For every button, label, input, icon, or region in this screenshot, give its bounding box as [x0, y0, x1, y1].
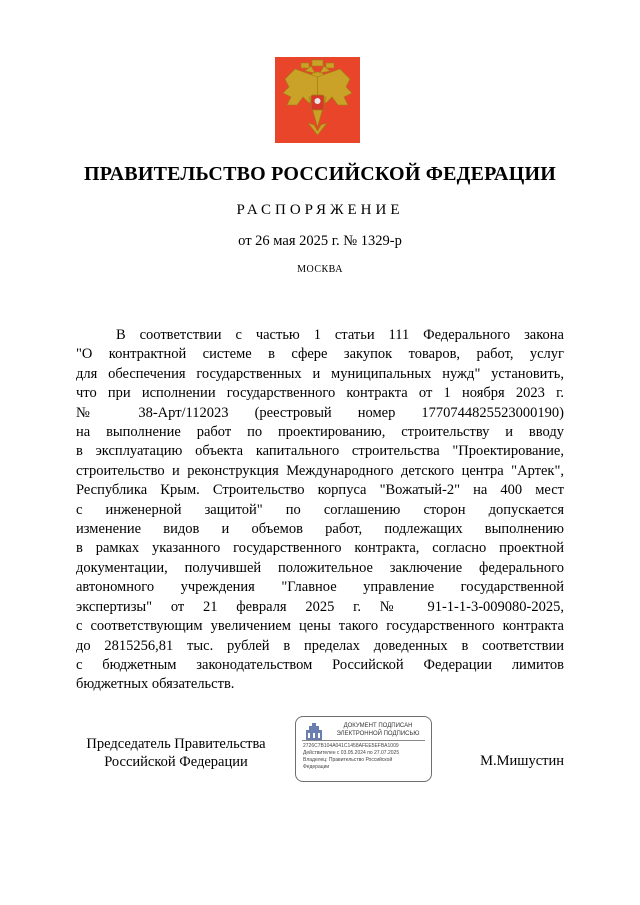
stamp-header-line: ДОКУМЕНТ ПОДПИСАН — [343, 723, 413, 729]
body-line: до 2815256,81 тыс. рублей в пределах доведенных в соответствии — [76, 637, 564, 654]
body-line: в эксплуатацию объекта капитального строительства "Проектирование, — [76, 443, 564, 460]
body-line: бюджетных обязательств. — [76, 676, 235, 693]
body-line: "О контрактной системе в сфере закупок товаров, работ, услуг — [76, 346, 564, 363]
position-line: Председатель Правительства — [86, 736, 266, 752]
stamp-header-line: ЭЛЕКТРОННОЙ ПОДПИСЬЮ — [336, 731, 420, 737]
document-date-number: от 26 мая 2025 г. № 1329-р — [238, 233, 402, 249]
coat-of-arms-icon — [275, 57, 360, 143]
body-line: для обеспечения государственных и муниципальных нужд" установить, — [76, 365, 564, 382]
body-line: В соответствии с частью 1 статьи 111 Федерального закона — [116, 327, 564, 343]
stamp-header — [326, 722, 430, 738]
body-line: экспертизы" от 21 февраля 2025 г. № 91-1-1-3-009080-2025, — [76, 598, 564, 615]
order-body — [76, 326, 564, 695]
certificate-owner: Владелец: Правительство Российской — [303, 757, 393, 763]
coat-of-arms-small-icon — [304, 722, 324, 742]
issuer-title: ПРАВИТЕЛЬСТВО РОССИЙСКОЙ ФЕДЕРАЦИИ — [84, 163, 556, 185]
city-label: МОСКВА — [297, 264, 343, 275]
document-type: РАСПОРЯЖЕНИЕ — [236, 202, 404, 218]
body-line: с соответствующим увеличением цены такого государственного контракта — [76, 618, 564, 635]
body-line: строительство и реконструкция Международного детского центра "Артек", — [76, 462, 564, 479]
body-line: изменение видов и объемов работ, подлежащих выполнению — [76, 521, 564, 538]
certificate-validity: Действителен с 03.05.2024 по 27.07.2025 — [303, 750, 400, 756]
body-line: Республика Крым. Строительство корпуса "Вожатый-2" на 400 мест — [76, 482, 564, 499]
stamp-details — [303, 743, 428, 771]
body-line: с бюджетным законодательством Российской Федерации лимитов — [76, 656, 564, 673]
body-line: с инженерной защитой" по соглашению сторон допускается — [76, 501, 564, 518]
signatory-name: М.Мишустин — [480, 753, 564, 769]
body-line: в рамках указанного государственного контракта, согласно проектной — [76, 540, 564, 557]
body-line: документации, получившей положительное заключение федерального — [76, 559, 564, 576]
body-line: на выполнение работ по проектированию, строительству и вводу — [76, 424, 564, 441]
stamp-divider — [302, 740, 425, 741]
body-line: что при исполнении государственного контракта от 1 ноября 2023 г. — [76, 385, 564, 402]
body-line: автономного учреждения "Главное управление государственной — [76, 579, 564, 596]
position-line: Российской Федерации — [104, 754, 248, 770]
electronic-signature-stamp — [295, 716, 432, 782]
certificate-serial: 2726C7B104A041C1458AFEE5EFBA1009 — [303, 743, 399, 749]
body-line: № 38-Арт/112023 (реестровый номер 1770744825523000190) — [76, 404, 564, 421]
certificate-owner: Федерации — [303, 764, 330, 770]
signatory-position — [76, 735, 276, 771]
